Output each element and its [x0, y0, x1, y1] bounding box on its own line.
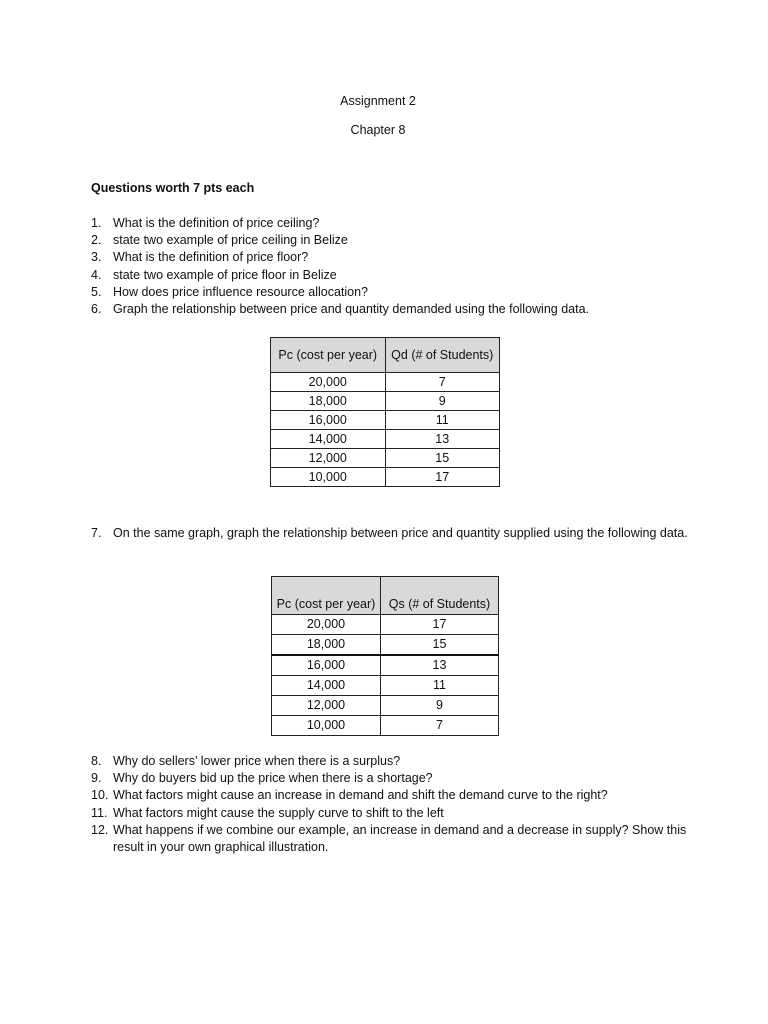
question-text: On the same graph, graph the relationship between price and quantity supplied using the following data.: [113, 526, 688, 540]
price-cell: 16,000: [271, 411, 386, 430]
question-text: How does price influence resource allocation?: [113, 284, 369, 299]
supply-table: [271, 576, 499, 736]
question-text: state two example of price floor in Belize: [113, 267, 337, 282]
question-number: 8.: [91, 754, 102, 768]
quantity-cell: 15: [380, 635, 498, 656]
table-row: [272, 615, 499, 635]
question-list-part2: [91, 753, 691, 856]
table-row: [272, 655, 499, 676]
table-row: [272, 635, 499, 656]
quantity-cell: 17: [385, 468, 500, 487]
question-item: [91, 770, 691, 787]
question-text: Why do buyers bid up the price when there is a shortage?: [113, 771, 433, 786]
question-number: 11.: [91, 805, 108, 820]
table-row: [271, 411, 500, 430]
quantity-cell: 7: [385, 373, 500, 392]
price-cell: 20,000: [271, 373, 386, 392]
question-text: state two example of price ceiling in Belize: [113, 233, 348, 248]
question-number: 6.: [91, 302, 102, 317]
question-number: 2.: [91, 233, 102, 248]
question-text: What factors might cause an increase in demand and shift the demand curve to the right?: [113, 788, 608, 803]
price-column-header: Pc (cost per year): [272, 577, 381, 615]
price-cell: 10,000: [272, 716, 381, 736]
question-list-q7: [91, 525, 691, 542]
question-number: 9.: [91, 771, 102, 786]
quantity-cell: 17: [380, 615, 498, 635]
price-cell: 14,000: [271, 430, 386, 449]
price-column-header: Pc (cost per year): [271, 338, 386, 373]
question-number: 12.: [91, 822, 109, 837]
table-row: [271, 449, 500, 468]
question-number: 5.: [91, 284, 102, 299]
question-text: Graph the relationship between price and quantity demanded using the following data.: [113, 302, 590, 317]
question-number: 10.: [91, 788, 109, 803]
table-row: [271, 373, 500, 392]
assignment-title: Assignment 2: [340, 94, 416, 108]
price-cell: 14,000: [272, 676, 381, 696]
table-row: [271, 392, 500, 411]
quantity-cell: 13: [380, 655, 498, 676]
question-item: [91, 822, 691, 856]
table-row: [271, 430, 500, 449]
quantity-cell: 11: [385, 411, 500, 430]
quantity-cell: 7: [380, 716, 498, 736]
table-header-row: [272, 577, 499, 615]
question-item: [91, 525, 691, 542]
question-text: What is the definition of price ceiling?: [113, 216, 320, 230]
question-number: 4.: [91, 267, 102, 282]
quantity-cell: 15: [385, 449, 500, 468]
question-text: Why do sellers’ lower price when there is a surplus?: [113, 754, 401, 768]
question-item: [91, 284, 691, 301]
question-number: 7.: [91, 526, 102, 540]
points-note: Questions worth 7 pts each: [91, 181, 255, 195]
question-item: [91, 787, 691, 804]
price-cell: 18,000: [271, 392, 386, 411]
question-item: [91, 249, 691, 266]
quantity-supplied-column-header: Qs (# of Students): [380, 577, 498, 615]
quantity-cell: 13: [385, 430, 500, 449]
price-cell: 12,000: [271, 449, 386, 468]
table-row: [272, 696, 499, 716]
table-header-row: [271, 338, 500, 373]
question-list-part1: [91, 215, 691, 318]
chapter-title: Chapter 8: [350, 123, 406, 137]
question-item: [91, 215, 691, 232]
price-cell: 20,000: [272, 615, 381, 635]
question-number: 1.: [91, 216, 102, 230]
table-row: [271, 468, 500, 487]
question-item: [91, 267, 691, 284]
quantity-cell: 9: [380, 696, 498, 716]
question-item: [91, 232, 691, 249]
quantity-cell: 11: [380, 676, 498, 696]
price-cell: 16,000: [272, 655, 381, 676]
table-row: [272, 716, 499, 736]
question-text: What factors might cause the supply curve to shift to the left: [113, 805, 444, 820]
price-cell: 10,000: [271, 468, 386, 487]
quantity-cell: 9: [385, 392, 500, 411]
price-cell: 12,000: [272, 696, 381, 716]
question-item: [91, 301, 691, 318]
quantity-demanded-column-header: Qd (# of Students): [385, 338, 500, 373]
demand-table: [270, 337, 500, 487]
table-row: [272, 676, 499, 696]
question-number: 3.: [91, 250, 102, 265]
question-item: [91, 805, 691, 822]
question-text: What is the definition of price floor?: [113, 250, 309, 265]
question-item: [91, 753, 691, 770]
price-cell: 18,000: [272, 635, 381, 656]
question-text: What happens if we combine our example, an increase in demand and a decrease in supply? Show this result in your own graphical illustration.: [113, 822, 687, 855]
